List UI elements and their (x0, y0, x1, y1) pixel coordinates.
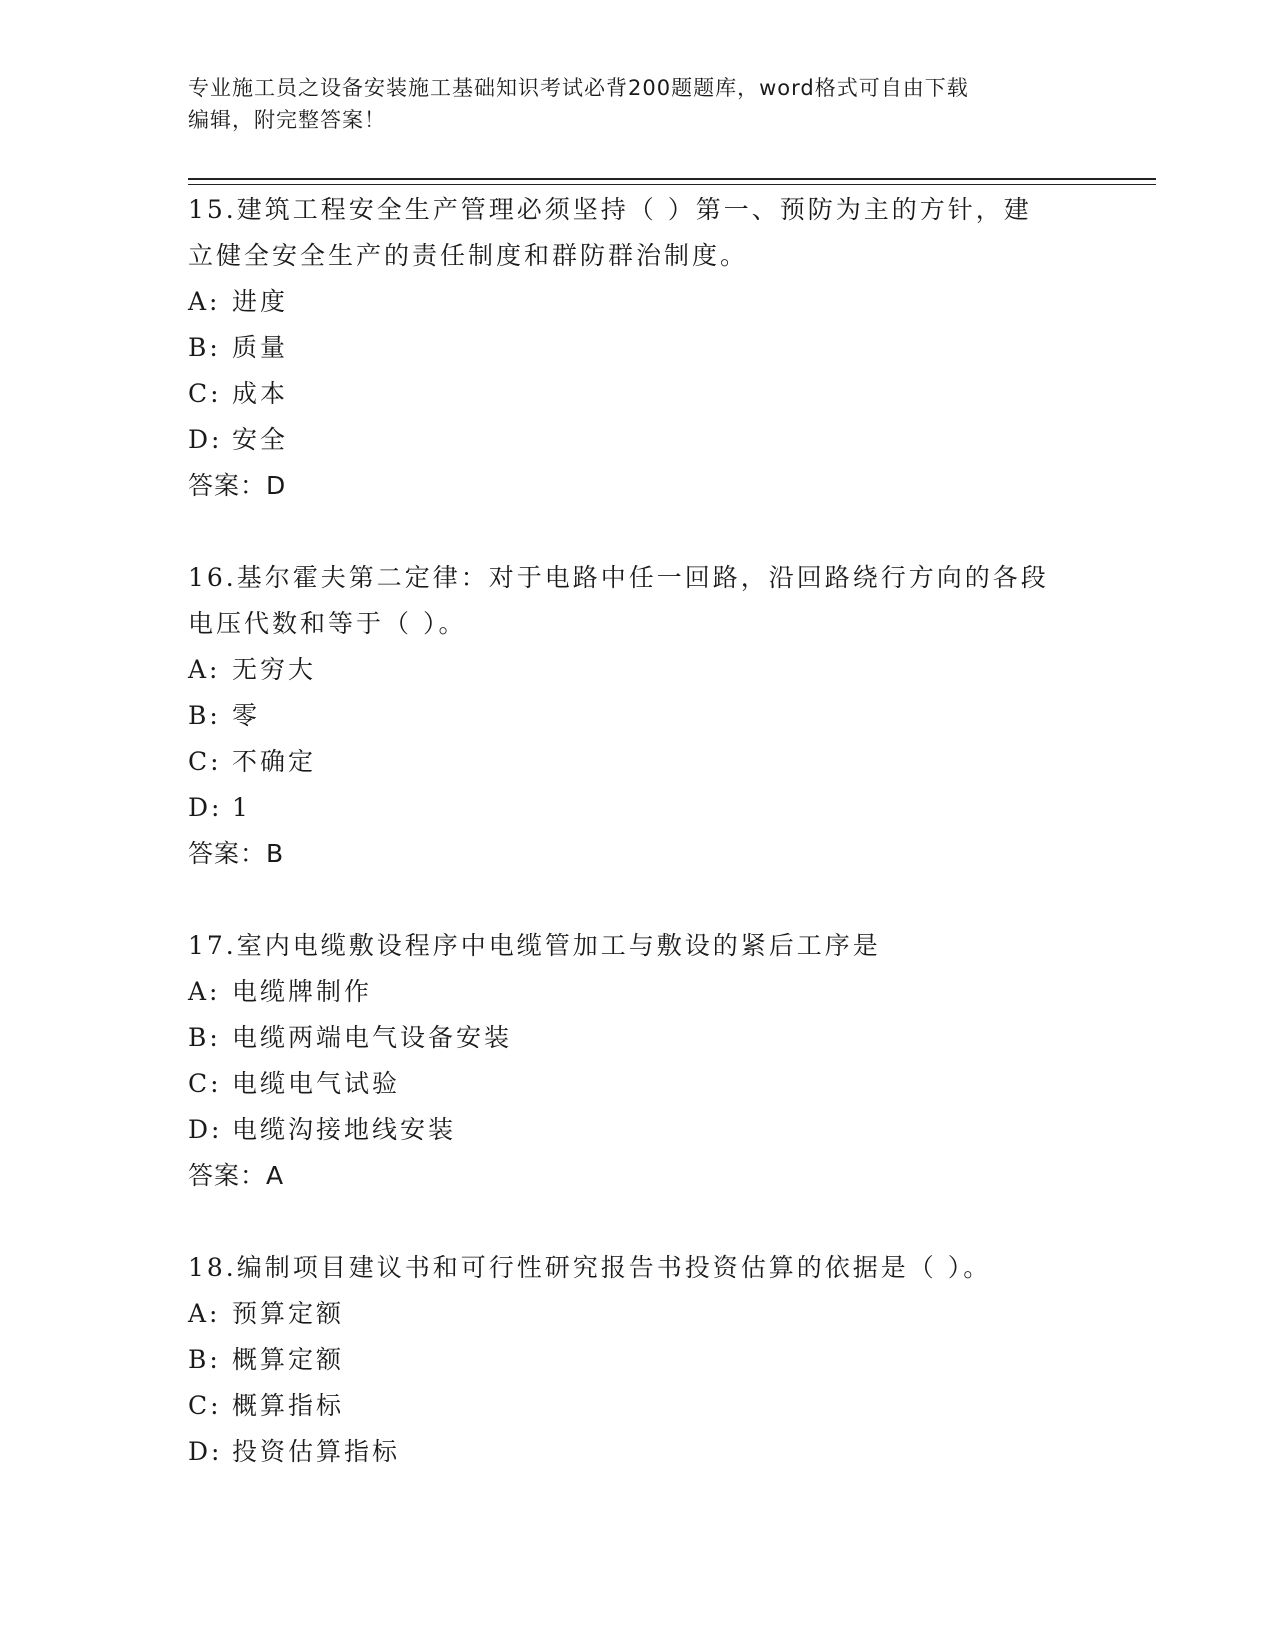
option-key: A: (188, 977, 221, 1006)
option-a (188, 1291, 1088, 1337)
document-header (188, 72, 1068, 136)
answer-line: 答案：A (188, 1161, 285, 1190)
question-stem-line: 15.建筑工程安全生产管理必须坚持（ ）第一、预防为主的方针，建 (188, 195, 1032, 224)
option-text: 零 (232, 701, 261, 730)
option-c (188, 739, 1088, 785)
option-text: 投资估算指标 (232, 1437, 401, 1466)
spacer (188, 509, 1088, 555)
option-key: C: (188, 1069, 222, 1098)
option-text: 安全 (232, 425, 289, 454)
option-text: 成本 (232, 379, 289, 408)
option-text: 无穷大 (232, 655, 317, 684)
option-c (188, 1061, 1088, 1107)
option-text: 不确定 (232, 747, 317, 776)
option-text: 电缆电气试验 (232, 1069, 401, 1098)
option-a (188, 969, 1088, 1015)
option-key: A: (188, 655, 221, 684)
option-text: 电缆两端电气设备安装 (232, 1023, 513, 1052)
answer-line: 答案：B (188, 839, 285, 868)
option-key: C: (188, 1391, 222, 1420)
question-16 (188, 555, 1088, 877)
answer-line: 答案：D (188, 471, 287, 500)
question-stem-line: 电压代数和等于（ ）。 (188, 609, 467, 638)
option-key: A: (188, 1299, 221, 1328)
option-a (188, 279, 1088, 325)
option-text: 概算指标 (232, 1391, 345, 1420)
question-stem-line: 17.室内电缆敷设程序中电缆管加工与敷设的紧后工序是 (188, 931, 881, 960)
option-key: D: (188, 793, 223, 822)
option-b (188, 1337, 1088, 1383)
option-key: B: (188, 701, 221, 730)
option-text: 概算定额 (232, 1345, 345, 1374)
option-key: D: (188, 1437, 223, 1466)
option-key: B: (188, 1023, 221, 1052)
option-key: C: (188, 747, 222, 776)
option-d (188, 1429, 1088, 1475)
header-line-1: 专业施工员之设备安装施工基础知识考试必背200题题库，word格式可自由下载 (188, 76, 969, 100)
question-15 (188, 187, 1088, 509)
option-c (188, 1383, 1088, 1429)
option-text: 电缆沟接地线安装 (232, 1115, 457, 1144)
option-text: 电缆牌制作 (232, 977, 373, 1006)
option-text: 质量 (232, 333, 289, 362)
option-d (188, 785, 1088, 831)
header-divider-thick (188, 178, 1156, 180)
spacer (188, 1199, 1088, 1245)
header-line-2: 编辑，附完整答案！ (188, 108, 386, 132)
question-stem-line: 立健全安全生产的责任制度和群防群治制度。 (188, 241, 749, 270)
option-text: 1 (232, 793, 251, 822)
question-stem-line: 16.基尔霍夫第二定律：对于电路中任一回路，沿回路绕行方向的各段 (188, 563, 1049, 592)
question-list (188, 187, 1088, 1475)
option-key: B: (188, 1345, 221, 1374)
option-a (188, 647, 1088, 693)
option-b (188, 325, 1088, 371)
option-c (188, 371, 1088, 417)
option-d (188, 1107, 1088, 1153)
option-key: C: (188, 379, 222, 408)
option-text: 预算定额 (232, 1299, 345, 1328)
question-18 (188, 1245, 1088, 1475)
option-key: D: (188, 1115, 223, 1144)
option-key: A: (188, 287, 221, 316)
header-divider-thin (188, 184, 1156, 185)
option-key: D: (188, 425, 223, 454)
spacer (188, 877, 1088, 923)
option-d (188, 417, 1088, 463)
option-text: 进度 (232, 287, 289, 316)
option-b (188, 1015, 1088, 1061)
question-stem-line: 18.编制项目建议书和可行性研究报告书投资估算的依据是（ ）。 (188, 1253, 992, 1282)
option-key: B: (188, 333, 221, 362)
option-b (188, 693, 1088, 739)
question-17 (188, 923, 1088, 1199)
